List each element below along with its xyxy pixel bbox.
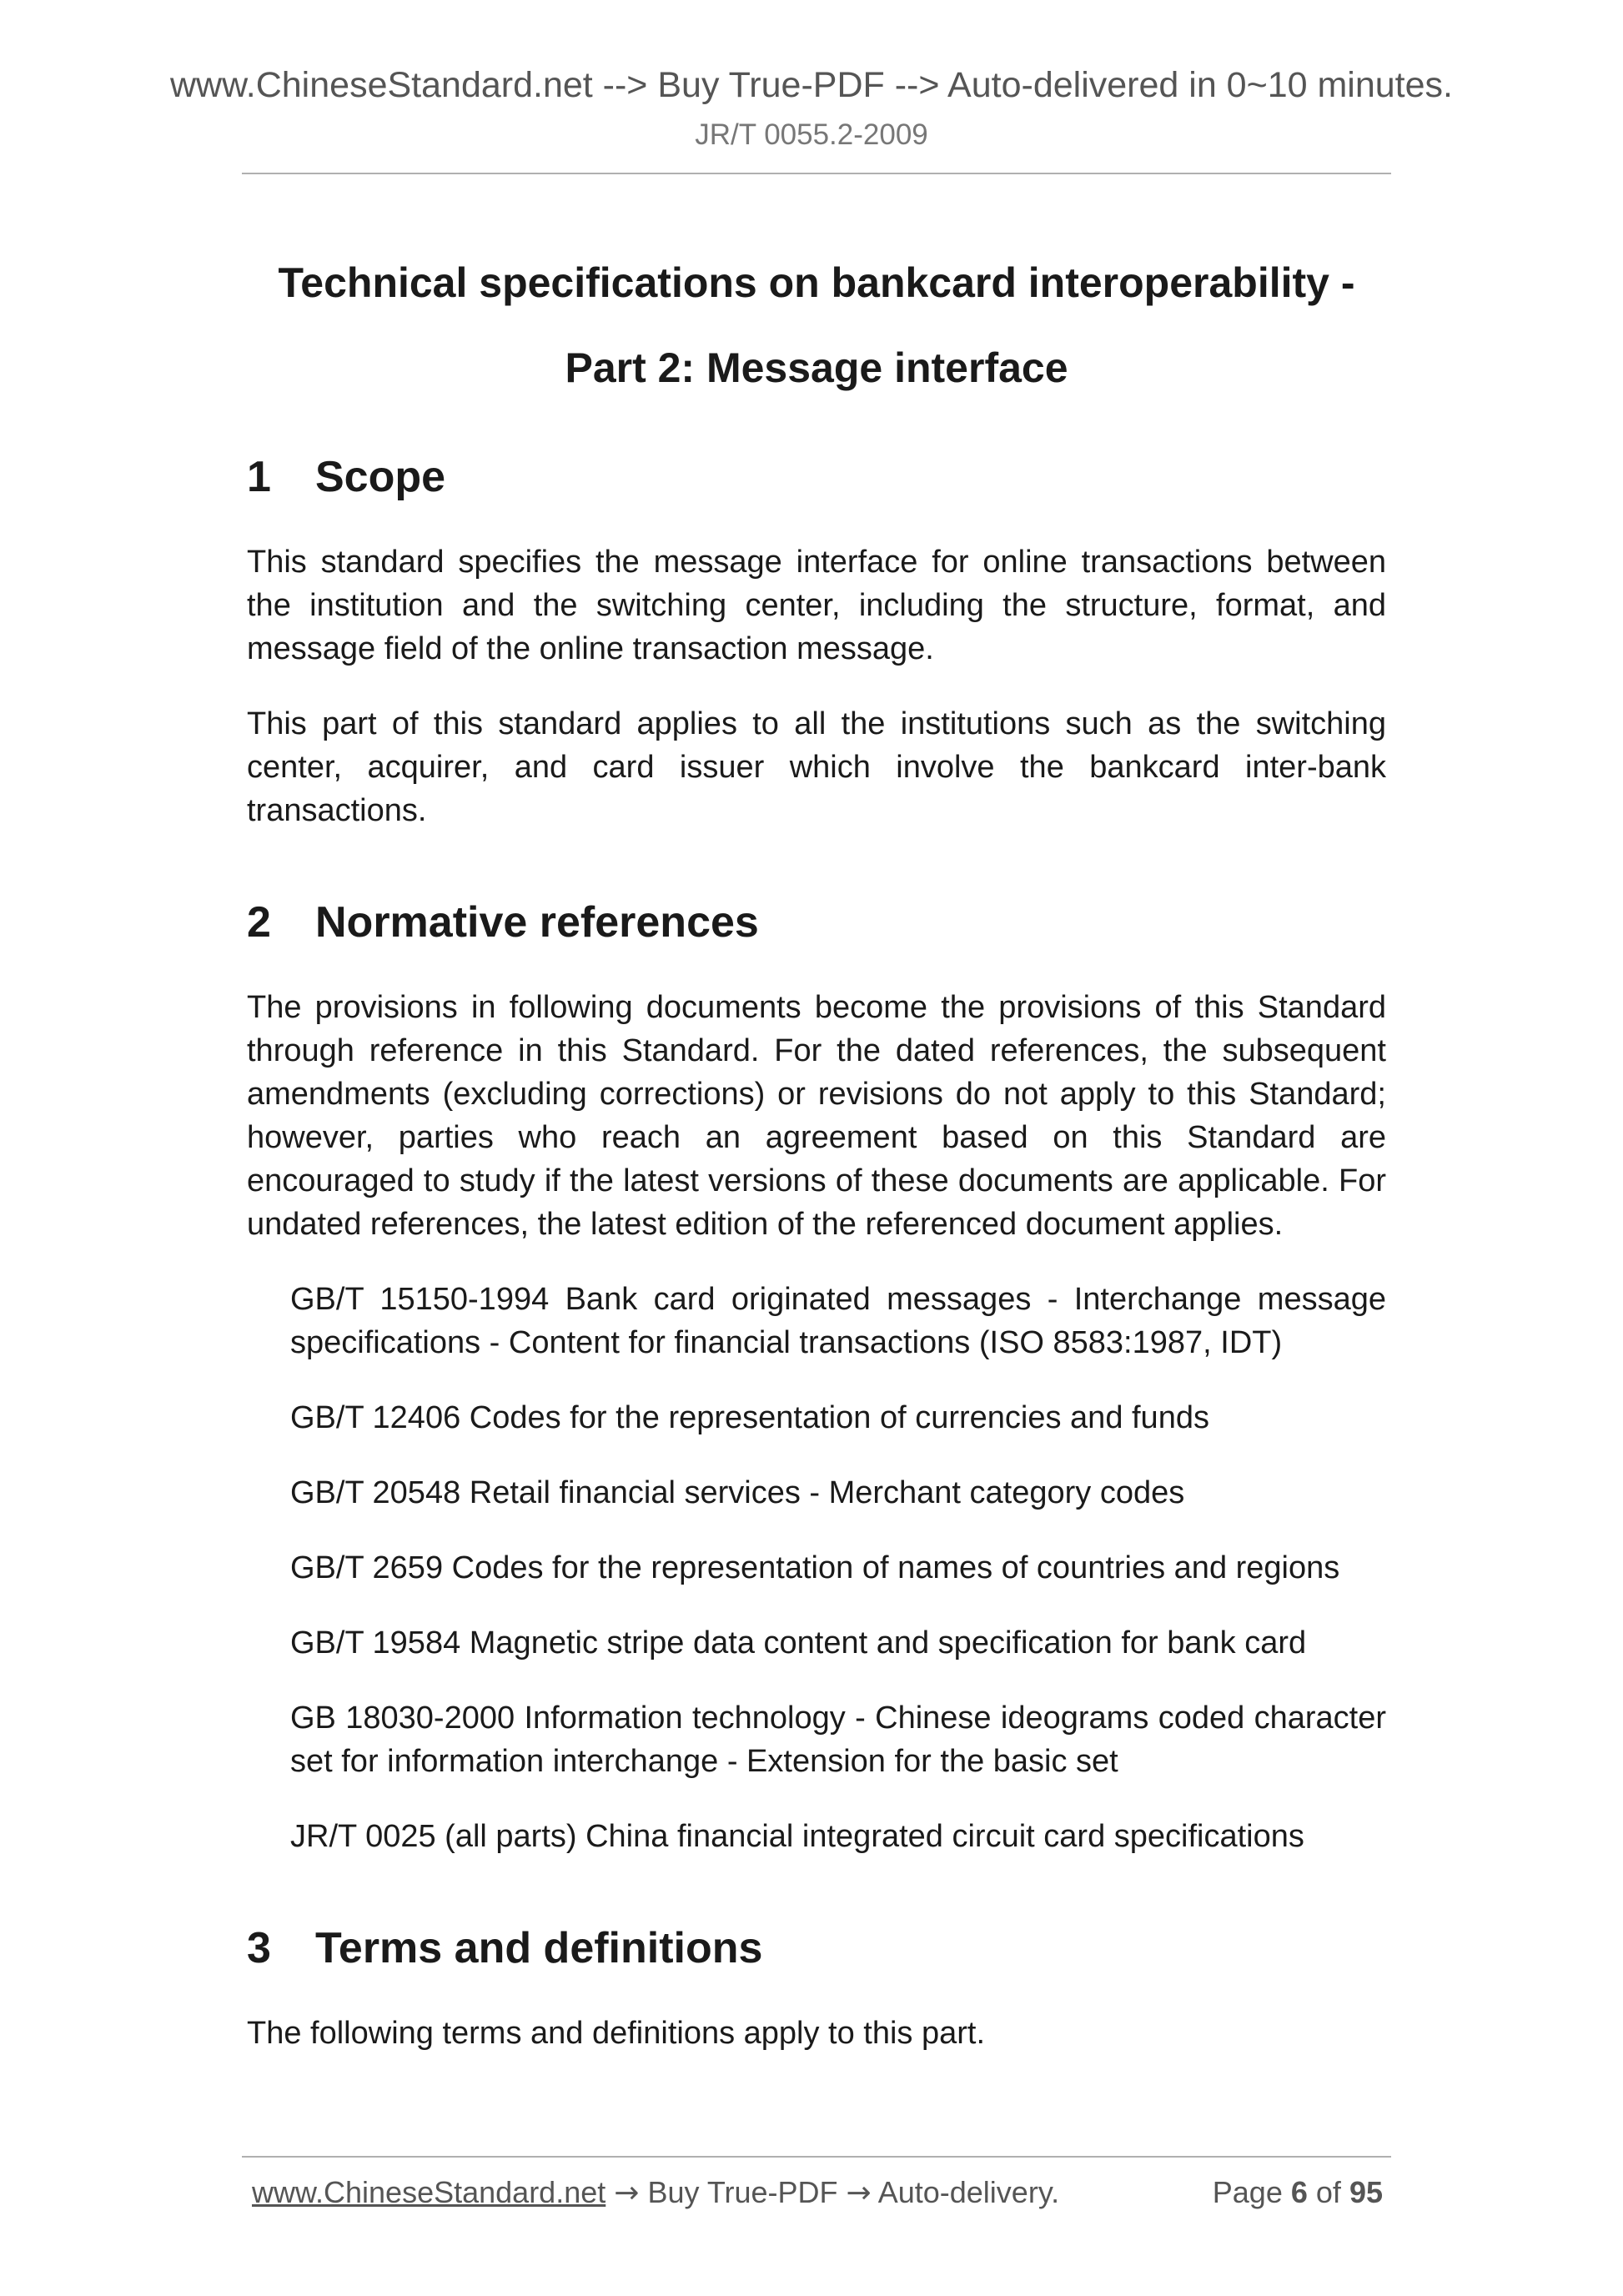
section-heading-scope — [247, 452, 1386, 502]
footer-divider — [242, 2156, 1391, 2158]
page-total: 95 — [1349, 2175, 1383, 2209]
paragraph: The following terms and definitions apply to this part. — [247, 2016, 986, 2051]
reference-item: GB/T 2659 Codes for the representation of names of countries and regions — [290, 1550, 1340, 1585]
section-title: Terms and definitions — [315, 1924, 763, 1972]
document-title — [247, 240, 1386, 410]
reference-item: GB/T 19584 Magnetic stripe data content and specification for bank card — [290, 1625, 1307, 1660]
document-number: JR/T 0055.2-2009 — [695, 118, 928, 151]
site-banner: www.ChineseStandard.net --> Buy True-PDF --> Auto-delivered in 0~10 minutes. — [169, 65, 1453, 105]
arrow-right-icon: → — [846, 2176, 872, 2210]
document-title-line2: Part 2: Message interface — [565, 344, 1068, 391]
reference-item: GB/T 15150-1994 Bank card originated messages - Interchange message specifications - Content for financial transactions (ISO 8583:1987, IDT) — [290, 1282, 1386, 1360]
section-title: Normative references — [315, 898, 759, 947]
section-number: 3 — [247, 1924, 271, 1972]
paragraph: The provisions in following documents become the provisions of this Standard through reference in this Standard. For the dated references, the subsequent amendments (excluding corrections) or revisions do not apply to this Standard; however, parties who reach an agreement based on this Standard are encouraged to study if the latest versions of these documents are applicable. For undated references, the latest edition of the referenced document applies. — [247, 990, 1386, 1242]
reference-item: GB/T 12406 Codes for the representation of currencies and funds — [290, 1400, 1209, 1435]
section-heading-normative-references — [247, 897, 1386, 947]
section-number: 2 — [247, 898, 271, 947]
page-of: of — [1315, 2175, 1341, 2209]
section-title: Scope — [315, 453, 446, 501]
reference-item: JR/T 0025 (all parts) China financial integrated circuit card specifications — [290, 1819, 1304, 1854]
document-title-line1: Technical specifications on bankcard interoperability - — [278, 259, 1355, 306]
paragraph: This standard specifies the message interface for online transactions between the institution and the switching center, including the structure, format, and message field of the online transaction message. — [247, 545, 1386, 666]
page-body — [247, 240, 1386, 2055]
footer-links — [252, 2175, 1059, 2210]
reference-item: GB/T 20548 Retail financial services - Merchant category codes — [290, 1475, 1185, 1510]
arrow-right-icon: → — [614, 2176, 640, 2210]
page-indicator — [1213, 2175, 1383, 2210]
section-heading-terms-and-definitions — [247, 1923, 1386, 1973]
site-link[interactable]: www.ChineseStandard.net — [252, 2175, 606, 2209]
page-current: 6 — [1290, 2175, 1308, 2209]
buy-true-pdf-link: Buy True-PDF — [647, 2175, 838, 2209]
paragraph: This part of this standard applies to all the institutions such as the switching center, acquirer, and card issuer which involve the bankcard inter-bank transactions. — [247, 706, 1386, 828]
auto-delivery-text: Auto-delivery. — [877, 2175, 1060, 2209]
section-number: 1 — [247, 453, 271, 501]
page-label: Page — [1212, 2175, 1283, 2209]
reference-item: GB 18030-2000 Information technology - Chinese ideograms coded character set for information interchange - Extension for the basic set — [290, 1701, 1386, 1779]
header-divider — [242, 173, 1391, 174]
